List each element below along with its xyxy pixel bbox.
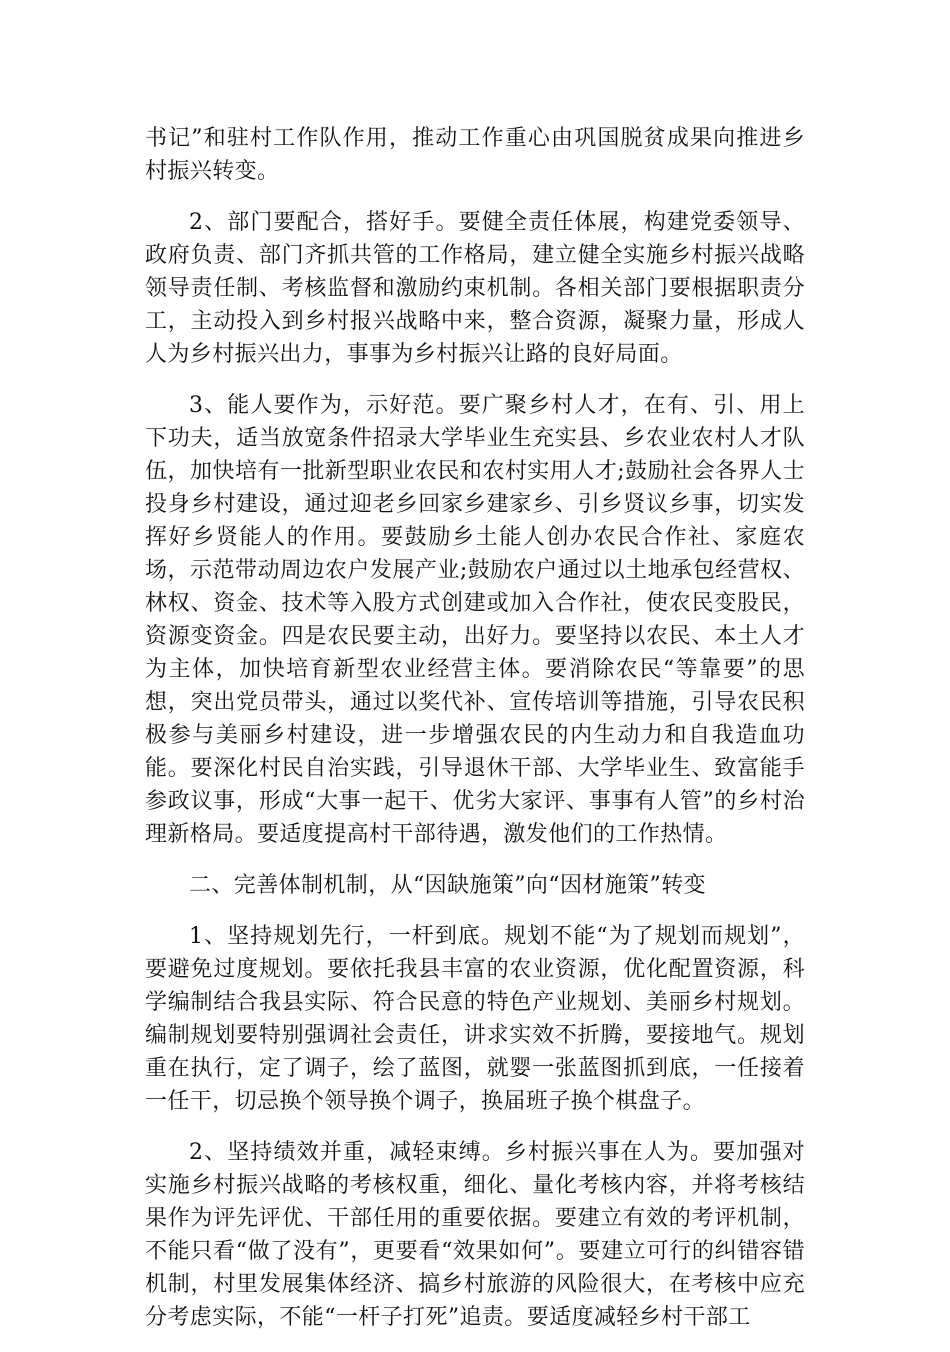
paragraph-continuation: 书记”和驻村工作队作用，推动工作重心由巩国脱贫成果向推进乡村振兴转变。: [145, 126, 805, 184]
paragraph-department-cooperation: 2、部门要配合，搭好手。要健全责任体展，构建党委领导、政府负责、部门齐抓共管的工作格局，建立健全实施乡村振兴战略领导责任制、考核监督和激励约束机制。各相关部门要根据职责分工，主动投入到乡村报兴战略中来，整合资源，凝聚力量，形成人人为乡村振兴出力，事事为乡村振兴让路的良好局面。: [145, 210, 805, 367]
paragraph-planning-first: 1、坚持规划先行，一杆到底。规划不能“为了规划而规划”，要避免过度规划。要依托我县丰富的农业资源，优化配置资源，科学编制结合我县实际、符合民意的特色产业规划、美丽乡村规划。编制规划要特别强调社会责任，讲求实效不折腾，要接地气。规划重在执行，定了调子，绘了蓝图，就婴一张蓝图抓到底，一任接着一任干，切忌换个领导换个调子，换届班子换个棋盘子。: [145, 924, 805, 1114]
paragraph-performance: 2、坚持绩效并重，减轻束缚。乡村振兴事在人为。要加强对实施乡村振兴战略的考核权重，细化、量化考核内容，并将考核结果作为评先评优、干部任用的重要依据。要建立有效的考评机制，不能只看“做了没有”，更要看“效果如何”。要建立可行的纠错容错机制，村里发展集体经济、搞乡村旅游的风险很大，在考核中应充分考虑实际，不能“一杆子打死”追责。要适度减轻乡村干部工: [145, 1140, 805, 1330]
section-heading-2: 二、完善体制机制，从“因缺施策”向“因材施策”转变: [189, 873, 706, 898]
paragraph-talent-action: 3、能人要作为，示好范。要广聚乡村人才，在有、引、用上下功夫，适当放宽条件招录大学毕业生充实县、乡农业农村人才队伍，加快培有一批新型职业农民和农村实用人才;鼓励社会各界人士投身乡村建设，通过迎老乡回家乡建家乡、引乡贤议乡事，切实发挥好乡贤能人的作用。要鼓励乡土能人创办农民合作社、家庭农场，示范带动周边农户发展产业;鼓励农户通过以土地承包经营权、林权、资金、技术等入股方式创建或加入合作社，使农民变股民，资源变资金。四是农民要主动，出好力。要坚持以农民、本土人才为主体，加快培育新型农业经营主体。要消除农民“等靠要”的思想，突出党员带头，通过以奖代补、宣传培训等措施，引导农民积极参与美丽乡村建设，进一步增强农民的内生动力和自我造血功能。要深化村民自治实践，引导退休干部、大学毕业生、致富能手参政议事，形成“大事一起干、优劣大家评、事事有人管”的乡村治理新格局。要适度提高村干部待遇，激发他们的工作热情。: [145, 393, 805, 847]
document-page: [145, 122, 805, 1352]
